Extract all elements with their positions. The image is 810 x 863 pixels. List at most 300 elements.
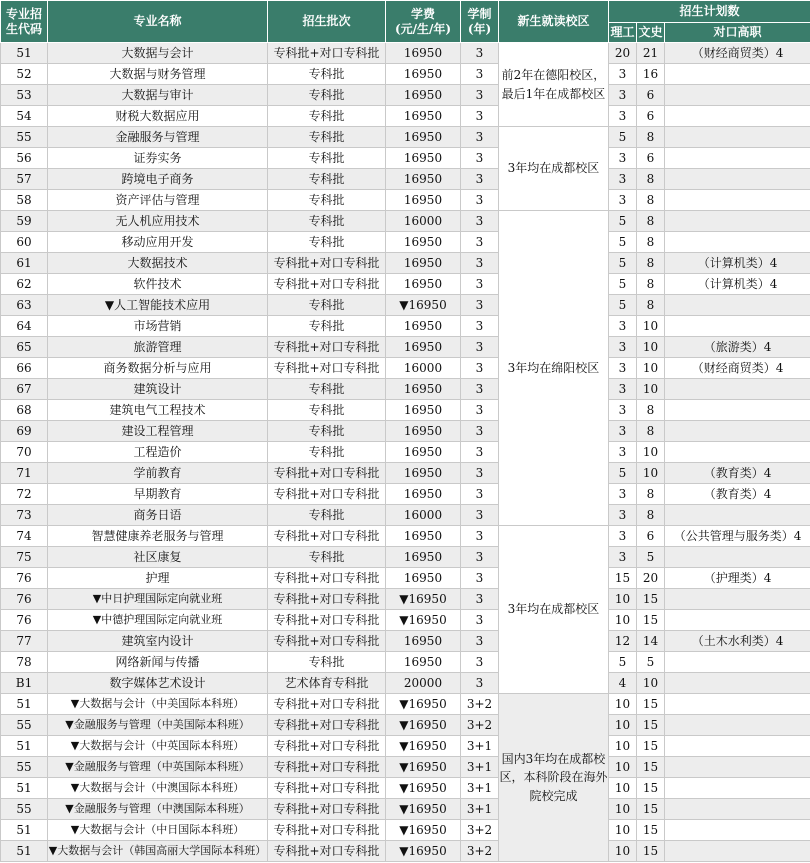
- batch-cell: 专科批: [268, 316, 386, 337]
- major-name-cell: 旅游管理: [48, 337, 268, 358]
- header-arts: 文史: [637, 23, 665, 43]
- vocational-plan-cell: [665, 757, 810, 778]
- vocational-plan-cell: [665, 295, 810, 316]
- years-cell: 3+2: [461, 694, 499, 715]
- years-cell: 3: [461, 295, 499, 316]
- major-name-cell: 网络新闻与传播: [48, 652, 268, 673]
- science-plan-cell: 5: [609, 211, 637, 232]
- table-row: [1, 463, 810, 484]
- arts-plan-cell: 10: [637, 316, 665, 337]
- major-code-cell: 60: [1, 232, 48, 253]
- years-cell: 3: [461, 85, 499, 106]
- science-plan-cell: 3: [609, 526, 637, 547]
- table-row: [1, 757, 810, 778]
- science-plan-cell: 10: [609, 841, 637, 862]
- science-plan-cell: 3: [609, 169, 637, 190]
- fee-cell: 16950: [386, 484, 461, 505]
- science-plan-cell: 10: [609, 799, 637, 820]
- major-name-cell: 早期教育: [48, 484, 268, 505]
- major-code-cell: 68: [1, 400, 48, 421]
- fee-cell: ▼16950: [386, 610, 461, 631]
- vocational-plan-cell: [665, 211, 810, 232]
- arts-plan-cell: 8: [637, 295, 665, 316]
- major-code-cell: 76: [1, 568, 48, 589]
- years-cell: 3: [461, 631, 499, 652]
- years-cell: 3: [461, 316, 499, 337]
- major-code-cell: 67: [1, 379, 48, 400]
- vocational-plan-cell: （教育类）4: [665, 484, 810, 505]
- major-name-cell: ▼金融服务与管理（中美国际本科班）: [48, 715, 268, 736]
- batch-cell: 专科批+对口专科批: [268, 358, 386, 379]
- years-cell: 3: [461, 337, 499, 358]
- years-cell: 3: [461, 211, 499, 232]
- vocational-plan-cell: [665, 106, 810, 127]
- science-plan-cell: 10: [609, 610, 637, 631]
- major-name-cell: 学前教育: [48, 463, 268, 484]
- major-code-cell: 51: [1, 820, 48, 841]
- fee-cell: 16950: [386, 274, 461, 295]
- arts-plan-cell: 5: [637, 652, 665, 673]
- science-plan-cell: 5: [609, 274, 637, 295]
- science-plan-cell: 10: [609, 820, 637, 841]
- table-row: [1, 148, 810, 169]
- batch-cell: 专科批+对口专科批: [268, 631, 386, 652]
- major-code-cell: 77: [1, 631, 48, 652]
- fee-cell: 16950: [386, 190, 461, 211]
- major-name-cell: 大数据与财务管理: [48, 64, 268, 85]
- major-code-cell: 63: [1, 295, 48, 316]
- science-plan-cell: 5: [609, 463, 637, 484]
- vocational-plan-cell: [665, 841, 810, 862]
- table-row: [1, 652, 810, 673]
- table-row: [1, 715, 810, 736]
- fee-cell: ▼16950: [386, 589, 461, 610]
- science-plan-cell: 3: [609, 400, 637, 421]
- vocational-plan-cell: （计算机类）4: [665, 274, 810, 295]
- fee-cell: 16950: [386, 568, 461, 589]
- fee-cell: ▼16950: [386, 295, 461, 316]
- table-row: [1, 631, 810, 652]
- arts-plan-cell: 15: [637, 589, 665, 610]
- table-row: [1, 232, 810, 253]
- major-code-cell: 61: [1, 253, 48, 274]
- fee-cell: 16950: [386, 631, 461, 652]
- arts-plan-cell: 5: [637, 547, 665, 568]
- vocational-plan-cell: [665, 190, 810, 211]
- major-name-cell: 建筑室内设计: [48, 631, 268, 652]
- years-cell: 3: [461, 463, 499, 484]
- arts-plan-cell: 15: [637, 715, 665, 736]
- batch-cell: 专科批+对口专科批: [268, 568, 386, 589]
- arts-plan-cell: 8: [637, 484, 665, 505]
- science-plan-cell: 3: [609, 442, 637, 463]
- batch-cell: 专科批+对口专科批: [268, 736, 386, 757]
- years-cell: 3: [461, 106, 499, 127]
- years-cell: 3: [461, 505, 499, 526]
- major-code-cell: 54: [1, 106, 48, 127]
- major-name-cell: ▼大数据与会计（中美国际本科班）: [48, 694, 268, 715]
- years-cell: 3: [461, 274, 499, 295]
- science-plan-cell: 3: [609, 379, 637, 400]
- table-row: [1, 127, 810, 148]
- major-name-cell: ▼大数据与会计（中澳国际本科班）: [48, 778, 268, 799]
- batch-cell: 艺术体育专科批: [268, 673, 386, 694]
- fee-cell: 16950: [386, 148, 461, 169]
- batch-cell: 专科批: [268, 295, 386, 316]
- batch-cell: 专科批+对口专科批: [268, 694, 386, 715]
- batch-cell: 专科批: [268, 127, 386, 148]
- table-row: [1, 358, 810, 379]
- arts-plan-cell: 15: [637, 736, 665, 757]
- batch-cell: 专科批: [268, 148, 386, 169]
- major-name-cell: ▼金融服务与管理（中澳国际本科班）: [48, 799, 268, 820]
- campus-cell: 国内3年均在成都校区，本科阶段在海外院校完成: [499, 694, 609, 862]
- years-cell: 3+1: [461, 778, 499, 799]
- arts-plan-cell: 8: [637, 421, 665, 442]
- major-name-cell: ▼中德护理国际定向就业班: [48, 610, 268, 631]
- vocational-plan-cell: （教育类）4: [665, 463, 810, 484]
- fee-cell: 16950: [386, 316, 461, 337]
- batch-cell: 专科批+对口专科批: [268, 715, 386, 736]
- vocational-plan-cell: [665, 379, 810, 400]
- campus-cell: 前2年在德阳校区，最后1年在成都校区: [499, 43, 609, 127]
- table-row: [1, 778, 810, 799]
- years-cell: 3: [461, 400, 499, 421]
- major-code-cell: 51: [1, 736, 48, 757]
- science-plan-cell: 3: [609, 148, 637, 169]
- years-cell: 3: [461, 547, 499, 568]
- major-name-cell: 商务日语: [48, 505, 268, 526]
- vocational-plan-cell: （护理类）4: [665, 568, 810, 589]
- fee-cell: ▼16950: [386, 736, 461, 757]
- years-cell: 3: [461, 589, 499, 610]
- major-name-cell: 建设工程管理: [48, 421, 268, 442]
- vocational-plan-cell: [665, 694, 810, 715]
- major-name-cell: ▼人工智能技术应用: [48, 295, 268, 316]
- vocational-plan-cell: [665, 85, 810, 106]
- table-row: [1, 736, 810, 757]
- science-plan-cell: 20: [609, 43, 637, 64]
- major-name-cell: 工程造价: [48, 442, 268, 463]
- major-name-cell: ▼大数据与会计（中日国际本科班）: [48, 820, 268, 841]
- table-row: [1, 547, 810, 568]
- major-code-cell: 65: [1, 337, 48, 358]
- vocational-plan-cell: （财经商贸类）4: [665, 43, 810, 64]
- table-row: [1, 442, 810, 463]
- fee-cell: 16950: [386, 526, 461, 547]
- years-cell: 3: [461, 64, 499, 85]
- batch-cell: 专科批: [268, 106, 386, 127]
- fee-cell: 16950: [386, 337, 461, 358]
- science-plan-cell: 3: [609, 64, 637, 85]
- header-code: 专业招 生代码: [1, 1, 48, 43]
- vocational-plan-cell: [665, 421, 810, 442]
- major-name-cell: 无人机应用技术: [48, 211, 268, 232]
- table-row: [1, 673, 810, 694]
- major-code-cell: 75: [1, 547, 48, 568]
- batch-cell: 专科批+对口专科批: [268, 841, 386, 862]
- years-cell: 3+1: [461, 799, 499, 820]
- batch-cell: 专科批+对口专科批: [268, 820, 386, 841]
- major-name-cell: 证券实务: [48, 148, 268, 169]
- table-row: [1, 799, 810, 820]
- vocational-plan-cell: [665, 715, 810, 736]
- header-name: 专业名称: [48, 1, 268, 43]
- arts-plan-cell: 8: [637, 400, 665, 421]
- table-row: [1, 211, 810, 232]
- science-plan-cell: 10: [609, 736, 637, 757]
- table-row: [1, 400, 810, 421]
- major-name-cell: 智慧健康养老服务与管理: [48, 526, 268, 547]
- table-row: [1, 337, 810, 358]
- science-plan-cell: 10: [609, 715, 637, 736]
- arts-plan-cell: 21: [637, 43, 665, 64]
- batch-cell: 专科批: [268, 547, 386, 568]
- major-name-cell: 跨境电子商务: [48, 169, 268, 190]
- arts-plan-cell: 15: [637, 820, 665, 841]
- major-name-cell: 大数据与会计: [48, 43, 268, 64]
- science-plan-cell: 3: [609, 484, 637, 505]
- major-name-cell: ▼大数据与会计（中英国际本科班）: [48, 736, 268, 757]
- fee-cell: ▼16950: [386, 841, 461, 862]
- science-plan-cell: 3: [609, 106, 637, 127]
- vocational-plan-cell: [665, 589, 810, 610]
- fee-cell: 16950: [386, 127, 461, 148]
- vocational-plan-cell: [665, 169, 810, 190]
- major-code-cell: B1: [1, 673, 48, 694]
- arts-plan-cell: 8: [637, 211, 665, 232]
- arts-plan-cell: 8: [637, 190, 665, 211]
- fee-cell: 20000: [386, 673, 461, 694]
- years-cell: 3: [461, 484, 499, 505]
- fee-cell: ▼16950: [386, 820, 461, 841]
- batch-cell: 专科批: [268, 190, 386, 211]
- years-cell: 3: [461, 568, 499, 589]
- major-name-cell: ▼中日护理国际定向就业班: [48, 589, 268, 610]
- major-code-cell: 57: [1, 169, 48, 190]
- science-plan-cell: 10: [609, 589, 637, 610]
- fee-cell: 16950: [386, 547, 461, 568]
- major-code-cell: 55: [1, 799, 48, 820]
- major-code-cell: 76: [1, 589, 48, 610]
- fee-cell: 16950: [386, 169, 461, 190]
- major-name-cell: ▼大数据与会计（韩国高丽大学国际本科班）: [48, 841, 268, 862]
- fee-cell: ▼16950: [386, 757, 461, 778]
- arts-plan-cell: 8: [637, 274, 665, 295]
- years-cell: 3: [461, 148, 499, 169]
- major-name-cell: 护理: [48, 568, 268, 589]
- major-code-cell: 70: [1, 442, 48, 463]
- header-batch: 招生批次: [268, 1, 386, 43]
- science-plan-cell: 3: [609, 85, 637, 106]
- vocational-plan-cell: [665, 400, 810, 421]
- batch-cell: 专科批: [268, 421, 386, 442]
- science-plan-cell: 5: [609, 232, 637, 253]
- header-fee: 学费 (元/生/年): [386, 1, 461, 43]
- years-cell: 3+2: [461, 841, 499, 862]
- years-cell: 3+2: [461, 715, 499, 736]
- major-name-cell: ▼金融服务与管理（中英国际本科班）: [48, 757, 268, 778]
- arts-plan-cell: 10: [637, 379, 665, 400]
- arts-plan-cell: 8: [637, 127, 665, 148]
- years-cell: 3: [461, 358, 499, 379]
- major-code-cell: 76: [1, 610, 48, 631]
- major-code-cell: 51: [1, 43, 48, 64]
- vocational-plan-cell: （旅游类）4: [665, 337, 810, 358]
- batch-cell: 专科批+对口专科批: [268, 589, 386, 610]
- major-name-cell: 社区康复: [48, 547, 268, 568]
- science-plan-cell: 5: [609, 253, 637, 274]
- years-cell: 3+1: [461, 757, 499, 778]
- arts-plan-cell: 15: [637, 610, 665, 631]
- arts-plan-cell: 8: [637, 505, 665, 526]
- vocational-plan-cell: [665, 610, 810, 631]
- vocational-plan-cell: （公共管理与服务类）4: [665, 526, 810, 547]
- batch-cell: 专科批: [268, 232, 386, 253]
- fee-cell: 16950: [386, 652, 461, 673]
- campus-cell: 3年均在成都校区: [499, 526, 609, 694]
- fee-cell: 16950: [386, 64, 461, 85]
- table-row: [1, 85, 810, 106]
- arts-plan-cell: 15: [637, 799, 665, 820]
- table-row: [1, 169, 810, 190]
- major-name-cell: 建筑设计: [48, 379, 268, 400]
- years-cell: 3: [461, 652, 499, 673]
- arts-plan-cell: 16: [637, 64, 665, 85]
- arts-plan-cell: 15: [637, 778, 665, 799]
- header-vocational: 对口高职: [665, 23, 810, 43]
- table-row: [1, 820, 810, 841]
- batch-cell: 专科批: [268, 442, 386, 463]
- major-name-cell: 市场营销: [48, 316, 268, 337]
- header-years: 学制 (年): [461, 1, 499, 43]
- vocational-plan-cell: [665, 148, 810, 169]
- vocational-plan-cell: （计算机类）4: [665, 253, 810, 274]
- fee-cell: 16950: [386, 421, 461, 442]
- vocational-plan-cell: [665, 127, 810, 148]
- batch-cell: 专科批+对口专科批: [268, 799, 386, 820]
- years-cell: 3: [461, 253, 499, 274]
- fee-cell: 16950: [386, 400, 461, 421]
- years-cell: 3: [461, 232, 499, 253]
- table-row: [1, 505, 810, 526]
- fee-cell: 16950: [386, 442, 461, 463]
- science-plan-cell: 10: [609, 757, 637, 778]
- table-row: [1, 379, 810, 400]
- table-row: [1, 106, 810, 127]
- major-name-cell: 软件技术: [48, 274, 268, 295]
- batch-cell: 专科批: [268, 64, 386, 85]
- batch-cell: 专科批: [268, 505, 386, 526]
- fee-cell: ▼16950: [386, 715, 461, 736]
- science-plan-cell: 5: [609, 295, 637, 316]
- major-name-cell: 移动应用开发: [48, 232, 268, 253]
- arts-plan-cell: 15: [637, 694, 665, 715]
- vocational-plan-cell: [665, 64, 810, 85]
- vocational-plan-cell: （土木水利类）4: [665, 631, 810, 652]
- years-cell: 3: [461, 169, 499, 190]
- major-code-cell: 71: [1, 463, 48, 484]
- vocational-plan-cell: [665, 652, 810, 673]
- batch-cell: 专科批: [268, 652, 386, 673]
- science-plan-cell: 15: [609, 568, 637, 589]
- fee-cell: 16950: [386, 106, 461, 127]
- table-row: [1, 316, 810, 337]
- batch-cell: 专科批+对口专科批: [268, 253, 386, 274]
- major-code-cell: 55: [1, 127, 48, 148]
- science-plan-cell: 3: [609, 505, 637, 526]
- arts-plan-cell: 8: [637, 253, 665, 274]
- major-code-cell: 66: [1, 358, 48, 379]
- batch-cell: 专科批+对口专科批: [268, 778, 386, 799]
- table-row: [1, 694, 810, 715]
- table-body: [1, 43, 810, 862]
- table-row: [1, 589, 810, 610]
- arts-plan-cell: 6: [637, 148, 665, 169]
- major-code-cell: 56: [1, 148, 48, 169]
- years-cell: 3: [461, 190, 499, 211]
- major-code-cell: 73: [1, 505, 48, 526]
- science-plan-cell: 3: [609, 358, 637, 379]
- table-row: [1, 484, 810, 505]
- major-code-cell: 52: [1, 64, 48, 85]
- header-science: 理工: [609, 23, 637, 43]
- arts-plan-cell: 15: [637, 757, 665, 778]
- fee-cell: 16950: [386, 379, 461, 400]
- fee-cell: ▼16950: [386, 778, 461, 799]
- science-plan-cell: 3: [609, 316, 637, 337]
- science-plan-cell: 5: [609, 652, 637, 673]
- fee-cell: 16000: [386, 358, 461, 379]
- batch-cell: 专科批: [268, 211, 386, 232]
- major-code-cell: 59: [1, 211, 48, 232]
- arts-plan-cell: 10: [637, 442, 665, 463]
- years-cell: 3+1: [461, 736, 499, 757]
- arts-plan-cell: 20: [637, 568, 665, 589]
- science-plan-cell: 10: [609, 778, 637, 799]
- science-plan-cell: 5: [609, 127, 637, 148]
- years-cell: 3: [461, 43, 499, 64]
- table-row: [1, 295, 810, 316]
- science-plan-cell: 3: [609, 190, 637, 211]
- header-campus: 新生就读校区: [499, 1, 609, 43]
- major-name-cell: 建筑电气工程技术: [48, 400, 268, 421]
- fee-cell: 16950: [386, 463, 461, 484]
- header-plan: 招生计划数: [609, 1, 810, 23]
- arts-plan-cell: 6: [637, 526, 665, 547]
- years-cell: 3: [461, 610, 499, 631]
- science-plan-cell: 12: [609, 631, 637, 652]
- vocational-plan-cell: [665, 442, 810, 463]
- major-code-cell: 62: [1, 274, 48, 295]
- batch-cell: 专科批: [268, 379, 386, 400]
- vocational-plan-cell: [665, 778, 810, 799]
- arts-plan-cell: 8: [637, 232, 665, 253]
- major-name-cell: 大数据技术: [48, 253, 268, 274]
- major-code-cell: 64: [1, 316, 48, 337]
- years-cell: 3: [461, 442, 499, 463]
- campus-cell: 3年均在绵阳校区: [499, 211, 609, 526]
- science-plan-cell: 4: [609, 673, 637, 694]
- campus-cell: 3年均在成都校区: [499, 127, 609, 211]
- major-name-cell: 大数据与审计: [48, 85, 268, 106]
- years-cell: 3: [461, 421, 499, 442]
- years-cell: 3: [461, 127, 499, 148]
- table-row: [1, 526, 810, 547]
- vocational-plan-cell: [665, 799, 810, 820]
- major-code-cell: 51: [1, 778, 48, 799]
- science-plan-cell: 10: [609, 694, 637, 715]
